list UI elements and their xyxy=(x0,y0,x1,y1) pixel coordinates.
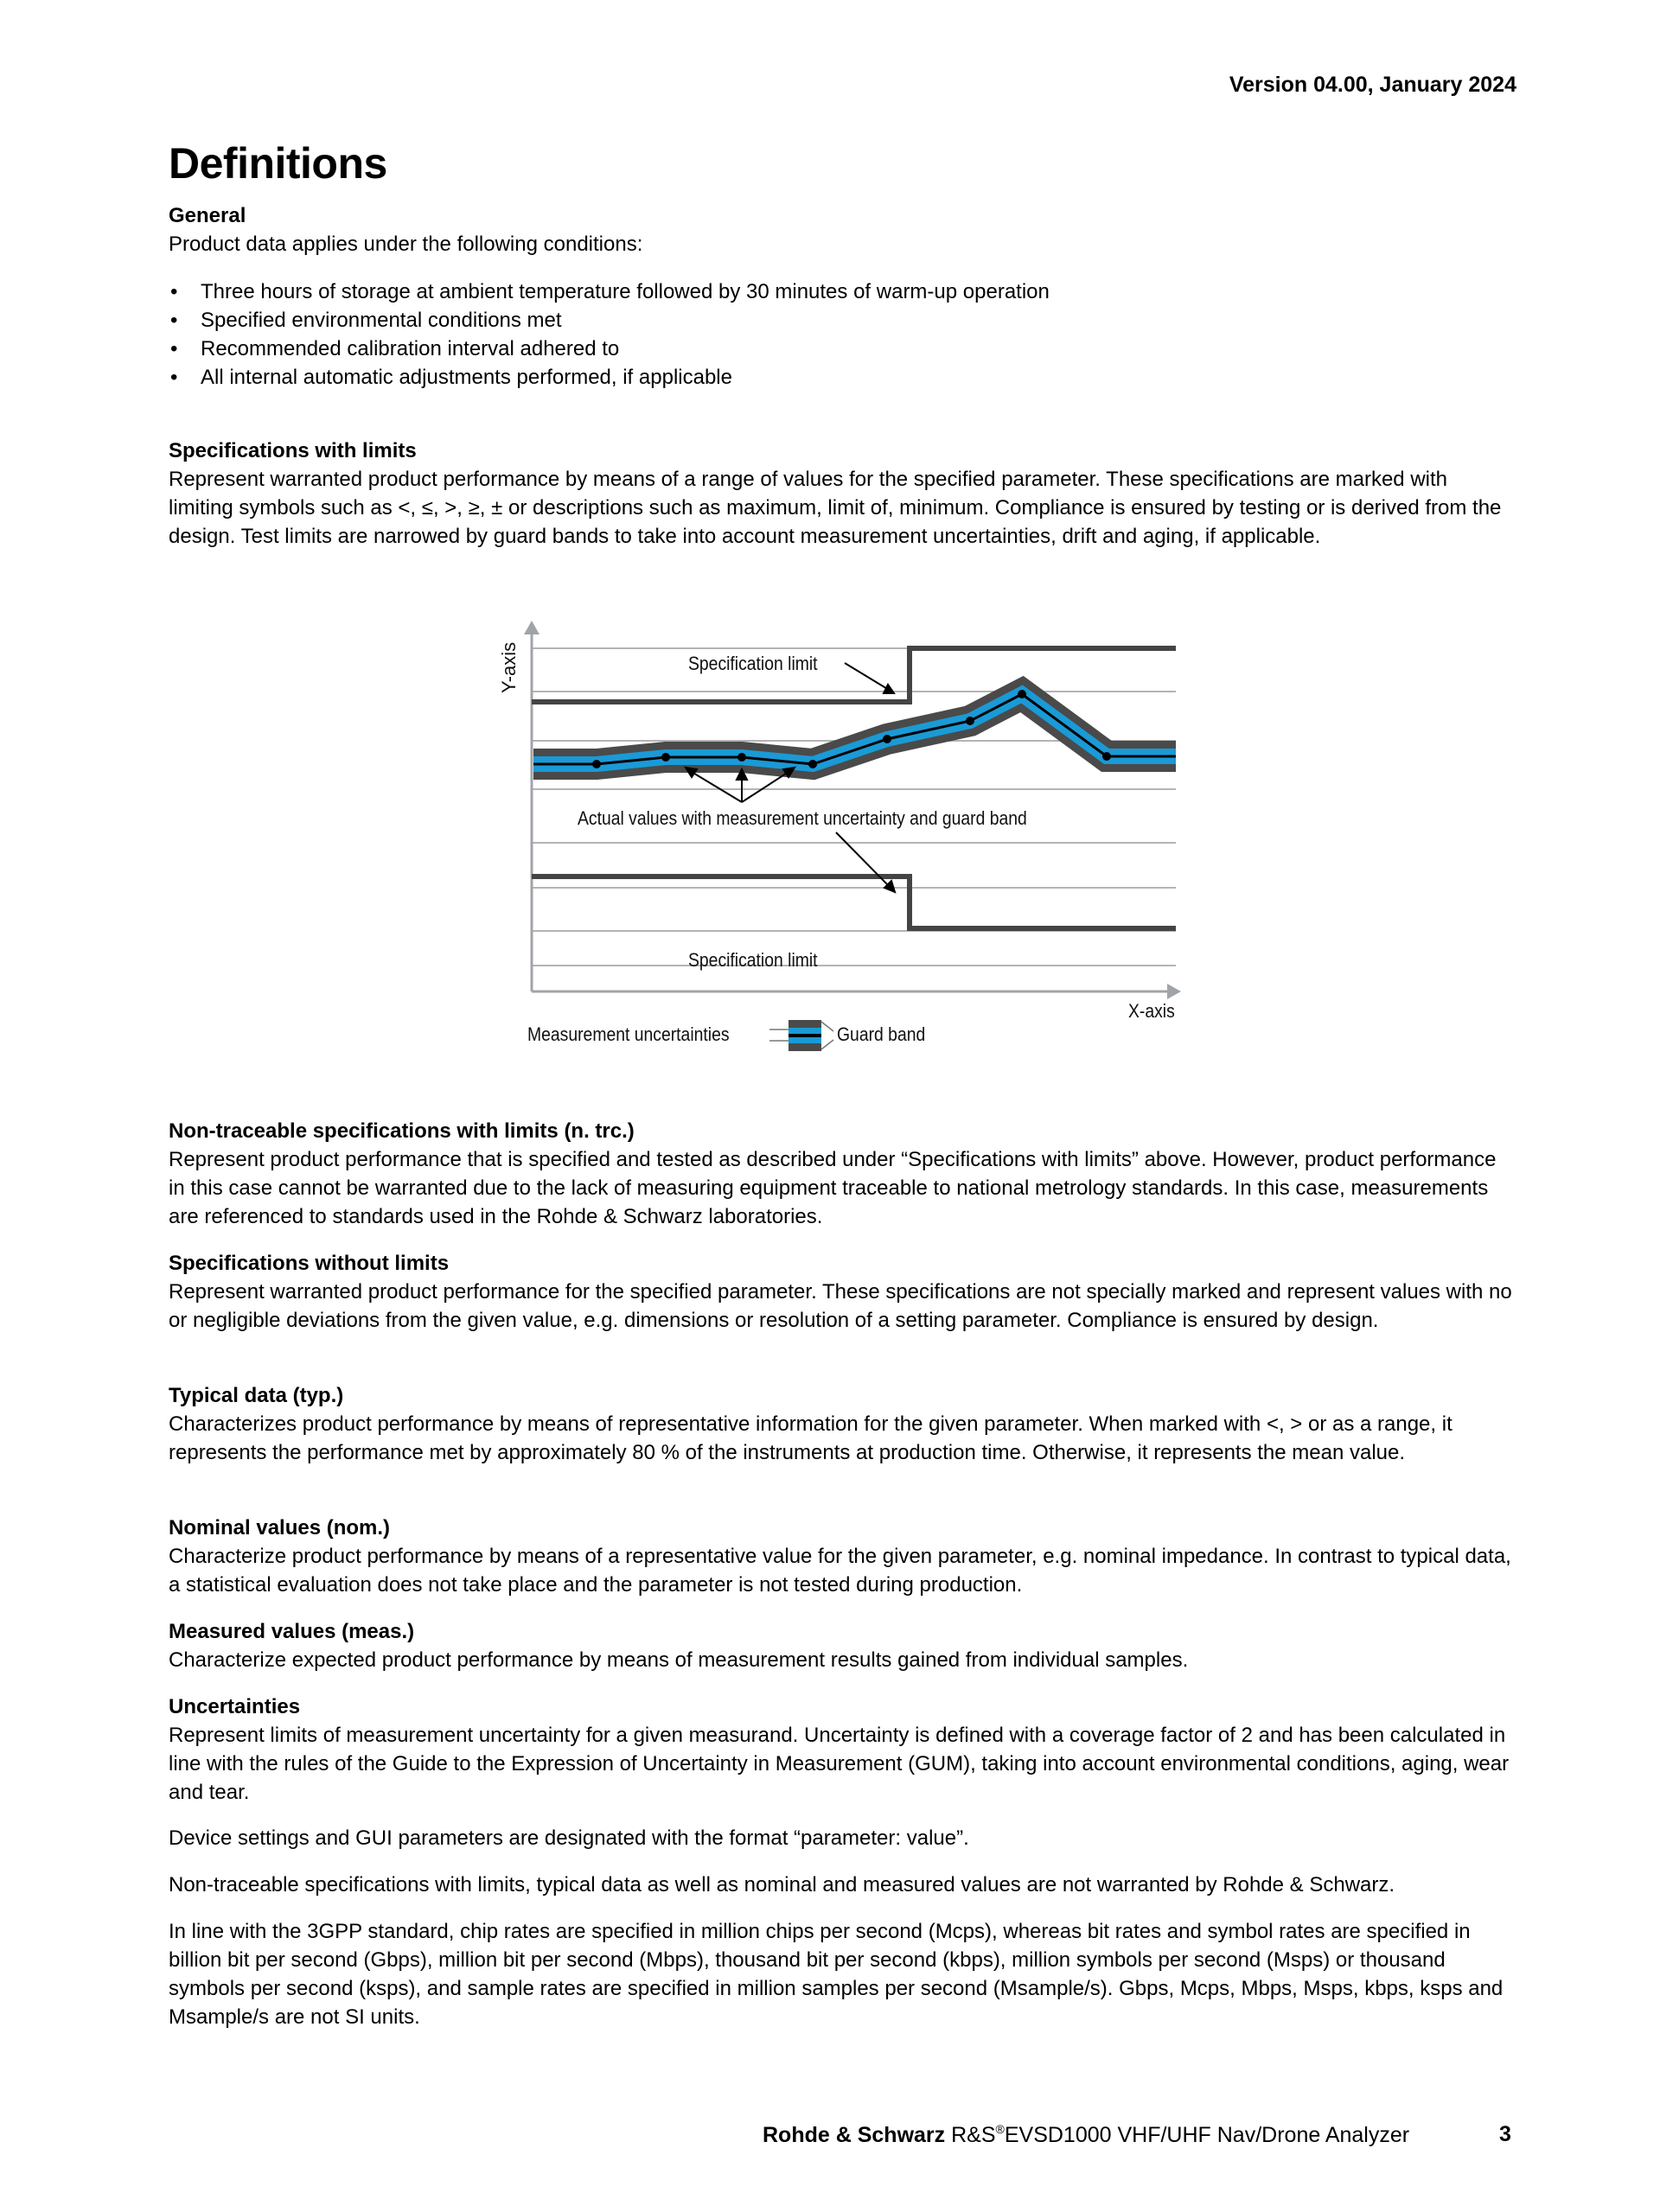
footer-company: Rohde & Schwarz xyxy=(763,2123,946,2147)
upper-spec-limit-label: Specification limit xyxy=(688,653,818,674)
section-heading: Measured values (meas.) xyxy=(169,1620,415,1643)
legend-swatch xyxy=(769,1020,833,1051)
footer-product-line xyxy=(763,2122,1409,2148)
section-general xyxy=(169,201,1517,392)
bullet-icon: • xyxy=(170,280,178,303)
section-body: Represent warranted product performance by means of a range of values for the specified parameter. These specifications are marked with limiting symbols such as <, ≤, >, ≥, ± or descriptions such as maximum, limit of, minimum. Compliance is ensured by testing or is derived from the design. Test limits are narrowed by guard bands to take into account measurement uncertainties, drift and aging, if applicable. xyxy=(169,468,1502,548)
section-spec-without-limits xyxy=(169,1249,1517,1335)
legend-guard-band-label: Guard band xyxy=(837,1023,926,1045)
list-item: • Three hours of storage at ambient temperature followed by 30 minutes of warm-up operation xyxy=(169,277,1517,306)
spec-limits-diagram xyxy=(484,614,1202,1063)
section-typical-data xyxy=(169,1381,1517,1467)
section-heading: Specifications with limits xyxy=(169,439,417,462)
document-version: Version 04.00, January 2024 xyxy=(1229,73,1516,97)
paragraph-units: In line with the 3GPP standard, chip rates are specified in million chips per second (Mcps), whereas bit rates and symbol rates are specified in billion bit per second (Gbps), million bit per second (Mbps), thousand bit per second (kbps), million symbols per second (Msps) or thousand symbols per second (ksps), and sample rates are specified in million samples per second (Msample/s). Gbps, Mcps, Mbps, Msps, kbps, ksps and Msample/s are not SI units. xyxy=(169,1920,1504,2029)
section-heading: Nominal values (nom.) xyxy=(169,1516,391,1539)
actual-values-band xyxy=(533,694,1176,764)
list-item: • Recommended calibration interval adhered to xyxy=(169,335,1517,363)
footer-product-prefix: R&S xyxy=(951,2123,996,2147)
section-body: Characterize product performance by means of a representative value for the given parameter, e.g. nominal impedance. In contrast to typical data, a statistical evaluation does not take place and the parameter is not tested during production. xyxy=(169,1545,1511,1597)
bullet-icon: • xyxy=(170,366,178,389)
paragraph-not-warranted: Non-traceable specifications with limits, typical data as well as nominal and measured values are not warranted by Rohde & Schwarz. xyxy=(169,1873,1395,1896)
arrow-head-icon xyxy=(884,685,894,693)
section-body: Characterizes product performance by means of representative information for the given parameter. When marked with <, > or as a range, it represents the performance met by approximately 80 % of the instruments at production time. Otherwise, it represents the mean value. xyxy=(169,1412,1452,1464)
lower-spec-limit-label: Specification limit xyxy=(688,949,818,971)
y-axis-label: Y-axis xyxy=(498,641,520,693)
conditions-list xyxy=(169,277,1517,392)
y-axis-arrow-icon xyxy=(524,621,540,634)
bullet-icon: • xyxy=(170,337,178,360)
section-heading: Uncertainties xyxy=(169,1695,301,1718)
footer-product-name: EVSD1000 VHF/UHF Nav/Drone Analyzer xyxy=(1004,2123,1410,2147)
list-item: • All internal automatic adjustments performed, if applicable xyxy=(169,363,1517,392)
page-title: Definitions xyxy=(169,139,387,188)
diagram-graphic xyxy=(484,614,1202,1063)
section-non-traceable xyxy=(169,1117,1517,1231)
section-nominal-values xyxy=(169,1514,1517,1599)
registered-mark: ® xyxy=(995,2122,1005,2136)
section-heading: Specifications without limits xyxy=(169,1252,450,1275)
section-spec-with-limits xyxy=(169,437,1517,551)
section-body: Represent limits of measurement uncertainty for a given measurand. Uncertainty is defined with a coverage factor of 2 and has been calculated in line with the rules of the Guide to the Expression of Uncertainty in Measurement (GUM), taking into account environmental conditions, aging, wear and tear. xyxy=(169,1724,1510,1804)
lower-spec-limit-line xyxy=(532,877,1176,928)
bullet-icon: • xyxy=(170,309,178,332)
section-heading: Typical data (typ.) xyxy=(169,1384,344,1407)
page-number: 3 xyxy=(1499,2122,1511,2146)
section-body: Characterize expected product performance by means of measurement results gained from individual samples. xyxy=(169,1648,1189,1672)
legend-uncertainties-label: Measurement uncertainties xyxy=(527,1023,730,1045)
upper-spec-limit-line xyxy=(532,648,1176,702)
actual-values-label: Actual values with measurement uncertainty and guard band xyxy=(578,807,1027,829)
section-uncertainties xyxy=(169,1692,1517,1807)
section-heading: General xyxy=(169,204,246,227)
list-item: • Specified environmental conditions met xyxy=(169,306,1517,335)
section-intro: Product data applies under the following conditions: xyxy=(169,233,643,256)
x-axis-arrow-icon xyxy=(1167,984,1181,999)
x-axis-label: X-axis xyxy=(1128,1000,1175,1022)
paragraph-gui-format: Device settings and GUI parameters are designated with the format “parameter: value”. xyxy=(169,1826,969,1850)
section-body: Represent product performance that is specified and tested as described under “Specifications with limits” above. However, product performance in this case cannot be warranted due to the lack of measuring equipment traceable to national metrology standards. In this case, measurements are referenced to standards used in the Rohde & Schwarz laboratories. xyxy=(169,1148,1497,1228)
section-heading: Non-traceable specifications with limits (n. trc.) xyxy=(169,1119,635,1143)
section-measured-values xyxy=(169,1617,1517,1674)
section-body: Represent warranted product performance for the specified parameter. These specifications are not specially marked and represent values with no or negligible deviations from the given value, e.g. dimensions or resolution of a setting parameter. Compliance is ensured by design. xyxy=(169,1280,1512,1332)
